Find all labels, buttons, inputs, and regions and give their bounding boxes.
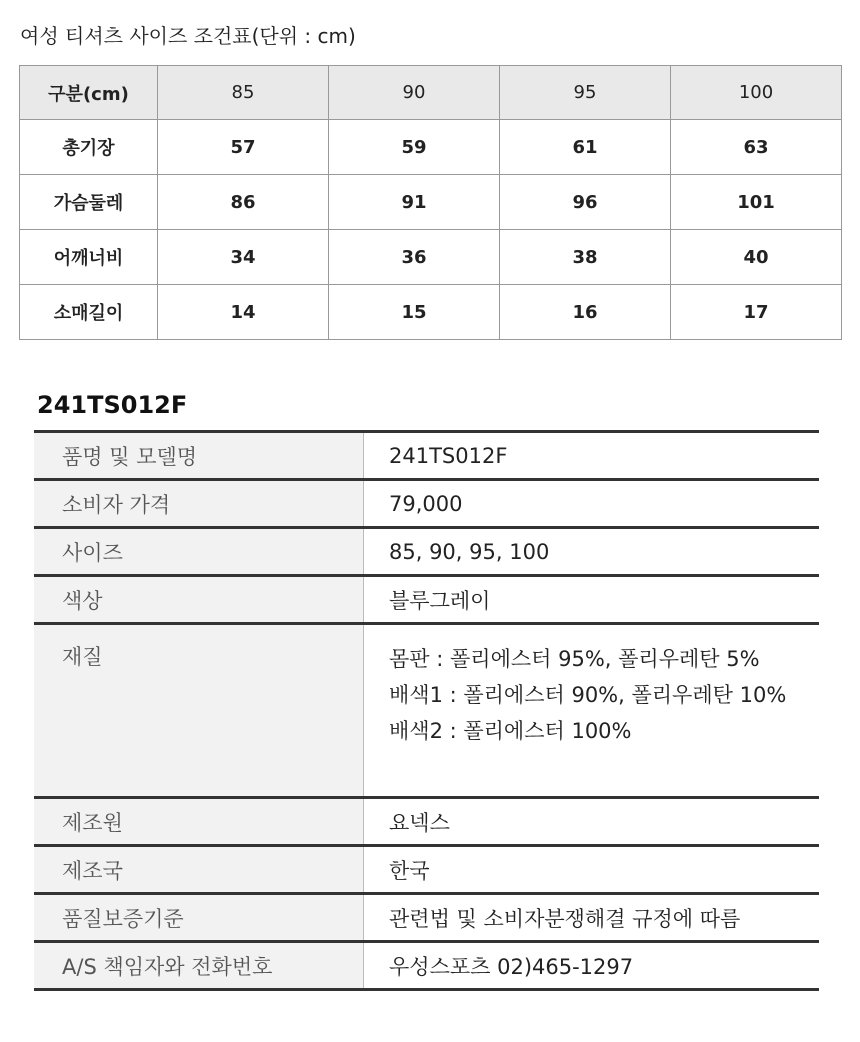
table-cell: 36	[329, 230, 500, 285]
row-label-chest: 가슴둘레	[20, 175, 158, 230]
info-row-material	[34, 624, 819, 798]
table-cell: 101	[671, 175, 842, 230]
size-row-sleeve	[20, 285, 842, 340]
info-value: 관련법 및 소비자분쟁해결 규정에 따름	[364, 894, 820, 942]
size-row-total-length	[20, 120, 842, 175]
info-value: 241TS012F	[389, 443, 508, 468]
row-label-sleeve: 소매길이	[20, 285, 158, 340]
size-corner-header: 구분(cm)	[20, 66, 158, 120]
table-cell: 57	[158, 120, 329, 175]
material-line: 배색1 : 폴리에스터 90%, 폴리우레탄 10%	[389, 683, 787, 707]
size-row-shoulder	[20, 230, 842, 285]
info-value: 79,000	[364, 480, 820, 528]
table-cell: 59	[329, 120, 500, 175]
info-label: 사이즈	[34, 528, 364, 576]
info-label: 소비자 가격	[34, 480, 364, 528]
row-label-total-length: 총기장	[20, 120, 158, 175]
size-header-85: 85	[158, 66, 329, 120]
info-label: 제조국	[34, 846, 364, 894]
table-cell: 61	[500, 120, 671, 175]
info-value: 85, 90, 95, 100	[364, 528, 820, 576]
table-cell: 38	[500, 230, 671, 285]
table-cell: 40	[671, 230, 842, 285]
size-header-95: 95	[500, 66, 671, 120]
material-line: 몸판 : 폴리에스터 95%, 폴리우레탄 5%	[389, 647, 760, 671]
info-row-warranty	[34, 894, 819, 942]
material-line: 배색2 : 폴리에스터 100%	[389, 719, 632, 743]
size-table-title: 여성 티셔츠 사이즈 조건표(단위 : cm)	[20, 24, 356, 48]
product-info-table	[34, 430, 819, 991]
info-value: 우성스포츠 02)465-1297	[364, 942, 820, 990]
table-cell: 63	[671, 120, 842, 175]
size-chart-table	[19, 65, 842, 340]
size-row-chest	[20, 175, 842, 230]
info-row-model	[34, 432, 819, 480]
info-row-as-contact	[34, 942, 819, 990]
info-row-manufacturer	[34, 798, 819, 846]
table-cell: 96	[500, 175, 671, 230]
table-cell: 91	[329, 175, 500, 230]
info-value-material	[364, 624, 820, 798]
size-header-90: 90	[329, 66, 500, 120]
info-row-size	[34, 528, 819, 576]
info-row-country	[34, 846, 819, 894]
info-row-price	[34, 480, 819, 528]
table-cell: 14	[158, 285, 329, 340]
info-label: 재질	[34, 624, 364, 798]
model-title: 241TS012F	[37, 391, 188, 419]
info-label: A/S 책임자와 전화번호	[34, 942, 364, 990]
info-label: 품명 및 모델명	[34, 432, 364, 480]
info-row-color	[34, 576, 819, 624]
info-value: 블루그레이	[364, 576, 820, 624]
info-value: 요넥스	[364, 798, 820, 846]
table-cell: 34	[158, 230, 329, 285]
info-label: 색상	[34, 576, 364, 624]
table-cell: 17	[671, 285, 842, 340]
info-value: 한국	[364, 846, 820, 894]
info-label: 품질보증기준	[34, 894, 364, 942]
info-label: 제조원	[34, 798, 364, 846]
size-header-row	[20, 66, 842, 120]
size-header-100: 100	[671, 66, 842, 120]
table-cell: 86	[158, 175, 329, 230]
row-label-shoulder: 어깨너비	[20, 230, 158, 285]
table-cell: 15	[329, 285, 500, 340]
table-cell: 16	[500, 285, 671, 340]
